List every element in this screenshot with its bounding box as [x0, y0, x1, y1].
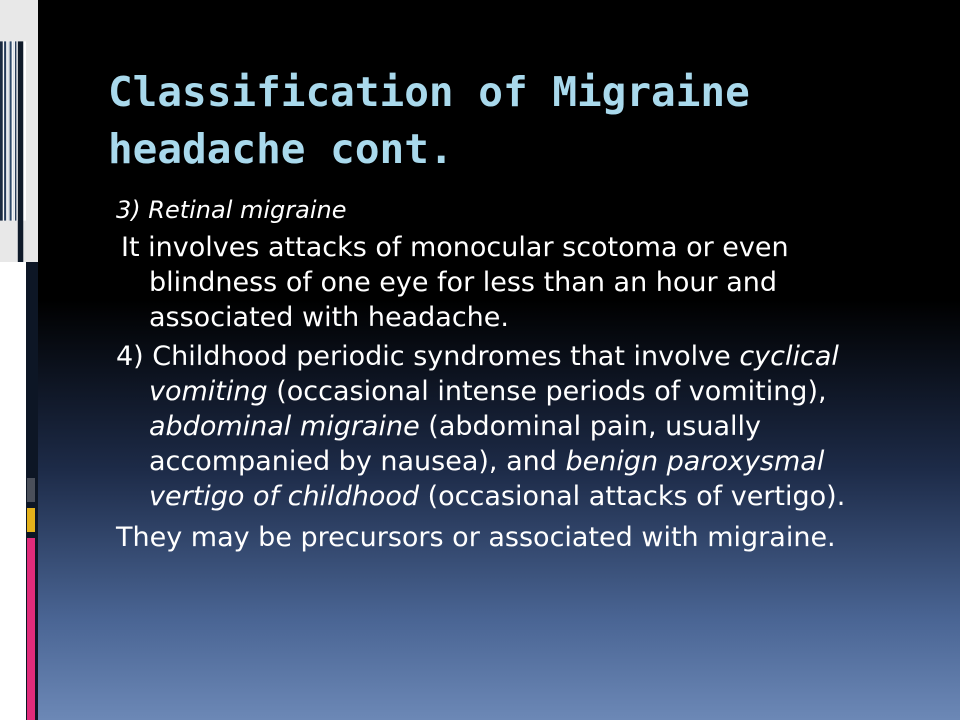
- term-benign-vertigo: benign paroxysmal vertigo of childhood: [149, 446, 825, 512]
- childhood-syndromes-text: [116, 339, 916, 514]
- retinal-migraine-text: It involves attacks of monocular scotoma or even blindness of one eye for less than an hour and associated with headache.: [121, 232, 789, 333]
- title-line-2: headache cont.: [108, 125, 454, 173]
- desc-benign-vertigo: (occasional attacks of vertigo).: [427, 481, 846, 512]
- term-cyclical-vomiting: cyclical vomiting: [149, 341, 839, 407]
- desc-cyclical-vomiting: (occasional intense periods of vomiting),: [276, 376, 827, 407]
- retinal-migraine-heading: 3) Retinal migraine: [116, 196, 347, 224]
- title-line-1: Classification of Migraine: [108, 68, 750, 116]
- desc-abdominal-migraine: (abdominal pain, usually accompanied by nausea), and: [149, 411, 761, 477]
- slide-title: [108, 64, 928, 178]
- slide-body: [116, 190, 916, 555]
- term-abdominal-migraine: abdominal migraine: [149, 411, 420, 442]
- precursors-text: They may be precursors or associated with migraine.: [116, 522, 836, 553]
- childhood-intro: 4) Childhood periodic syndromes that involve: [116, 341, 731, 372]
